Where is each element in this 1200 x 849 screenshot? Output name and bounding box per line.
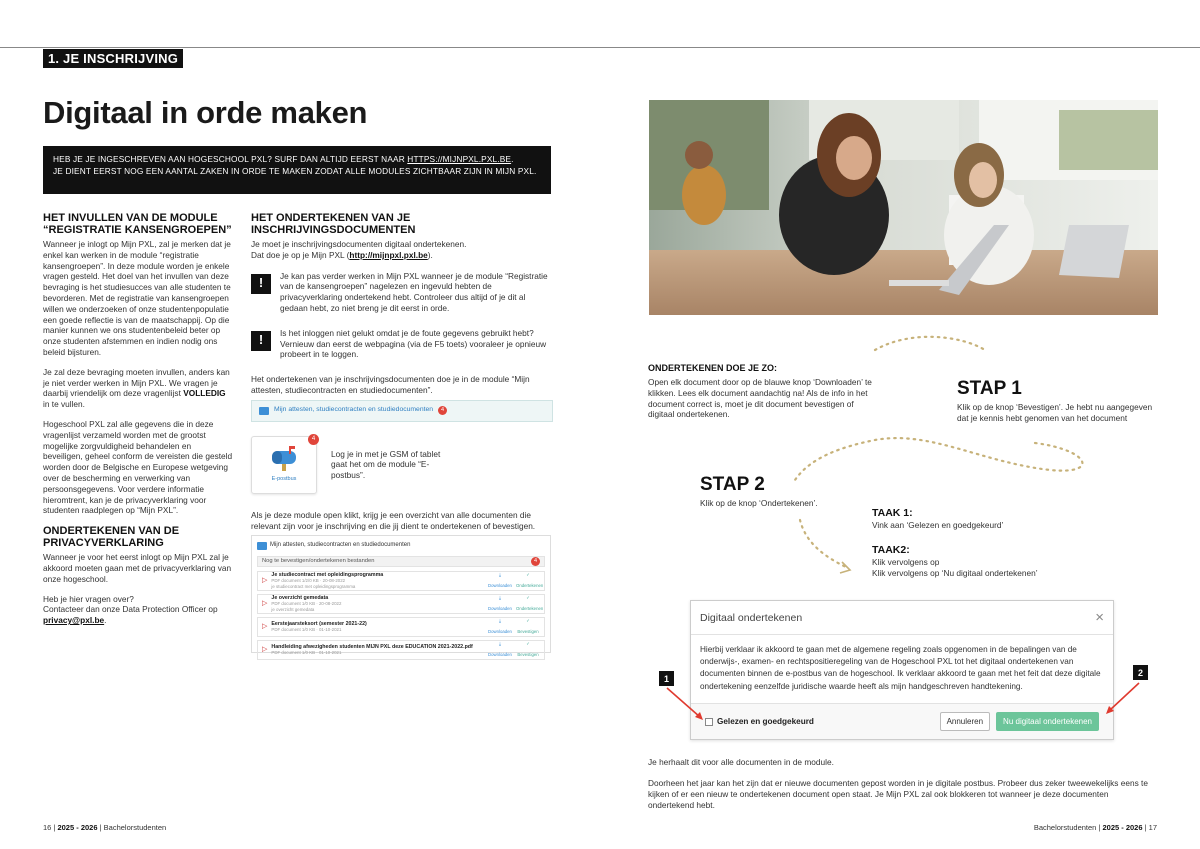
step-1-text: Klik op de knop ‘Bevestigen’. Je hebt nu aangegeven dat je kennis hebt genomen van het document <box>957 402 1153 423</box>
paragraph: Je zal deze bevraging moeten invullen, anders kan je niet verder werken in Mijn PXL. We vragen je daarbij vriendelijk om deze vragenlijst VOLLEDIG in te vullen. <box>43 366 230 410</box>
dialog-buttons <box>940 712 1099 731</box>
task-1 <box>872 508 1072 531</box>
mailbox-icon <box>269 445 299 471</box>
sign-button[interactable]: ✓ Ondertekenen <box>516 595 544 612</box>
step-2 <box>700 475 880 509</box>
epostbus-tile[interactable] <box>251 436 317 494</box>
read-approved-checkbox[interactable] <box>705 717 814 726</box>
sign-dialog <box>690 600 1114 740</box>
exclamation-icon: ! <box>251 274 271 294</box>
instructions <box>648 362 876 420</box>
dialog-title: Digitaal ondertekenen <box>700 611 803 624</box>
intro-text: HEB JE JE INGESCHREVEN AAN HOGESCHOOL PXL? SURF DAN ALTIJD EERST NAAR <box>53 154 408 164</box>
marker-2: 2 <box>1133 665 1148 680</box>
note-text: Is het inloggen niet gelukt omdat je de foute gegevens gebruikt hebt? Vernieuw dan eerst de webpagina (via de F5 toets) vooraleer je opnieuw probeert in te loggen. <box>280 327 547 360</box>
close-icon[interactable]: × <box>1095 609 1104 626</box>
task-1-text: Vink aan ‘Gelezen en goedgekeurd’ <box>872 519 1004 530</box>
pdf-icon: ▷ <box>262 645 268 653</box>
instructions-text: Open elk document door op de blauwe knop ‘Downloaden’ te klikken. Lees elk document aandachtig na! Als de info in het document correct is, moet je dit document bevestigen of digitaal ondertekenen. <box>648 377 872 420</box>
dialog-body: Hierbij verklaar ik akkoord te gaan met de algemene regeling zoals opgenomen in de bepalingen van de onderwijs-, examen- en rechtspositieregeling van de Hogeschool PXL tot het digitaal ondertekenen van documenten binnen de e-postbus van de hogeschool. Ik verklaar akkoord te gaan met het feit dat deze digitale ondertekening eenzelfde juridische waarde heeft als mijn handgeschreven handtekening. <box>700 645 1101 691</box>
dialog-header <box>691 601 1113 635</box>
pdf-icon: ▷ <box>262 622 268 630</box>
document-row: ▷ Eerstejaarsteksort (semester 2021-22) PDF document 1/0 KB · 01-10-2021 ⤓ Downloaden ✓ Bevestigen <box>257 617 545 637</box>
confirm-button[interactable]: ✓ Bevestigen <box>517 618 539 635</box>
count-badge: 4 <box>308 434 319 445</box>
paragraph: Het ondertekenen van je inschrijvingsdocumenten doe je in de module “Mijn attesten, studiecontracten en studiedocumenten”. <box>251 374 530 395</box>
folder-icon <box>257 542 267 550</box>
privacy-email-link[interactable]: privacy@pxl.be <box>43 615 105 626</box>
step-1 <box>957 379 1157 424</box>
document-list <box>251 535 551 658</box>
count-badge: 4 <box>531 557 540 566</box>
intro-text-end: . <box>511 154 514 164</box>
marker-1: 1 <box>659 671 674 686</box>
footer-left: 16 | 2025 - 2026 | Bachelorstudenten <box>43 823 167 832</box>
note-text: Je kan pas verder werken in Mijn PXL wanneer je de module “Registratie van de kansengroepen” nagelezen en ingevuld hebten de privacyverklaring ondertekend hebt. Controleer dus altijd of je dit al gedaan hebt, zo niet breng je dit eerst in orde. <box>280 270 548 313</box>
photo-illustration <box>649 100 1158 315</box>
paragraph: Wanneer je inlogt op Mijn PXL, zal je merken dat je enkel kan werken in de module “registratie kansengroepen”. In deze module worden je enkele vragen gesteld. Het doel van het invullen van deze bevraging is het studiesucces van alle studenten te bevorderen. Met de registratie van kansengroepen willen we onderzoeken of onze studentenpopulatie een goede reflectie is van de maatschappij. Op die manier kunnen we ons studentenbeleid beter op onze studenten afstemmen en indien nodig ons beleid bijsturen. <box>43 239 231 357</box>
count-badge: 4 <box>438 406 447 415</box>
epost-text: Log je in met je GSM of tablet gaat het om de module “E-postbus”. <box>331 448 441 481</box>
module-label: Mijn attesten, studiecontracten en studiedocumenten <box>274 406 434 414</box>
heading-ondertekenen: HET ONDERTEKENEN VAN JE INSCHRIJVINGSDOCUMENTEN <box>251 212 416 236</box>
sign-button[interactable]: ✓ Ondertekenen <box>516 572 544 589</box>
step-2-title: STAP 2 <box>700 474 765 495</box>
epostbus-label: E-postbus <box>271 475 297 482</box>
middle-column <box>251 212 553 658</box>
download-button[interactable]: ⤓ Downloaden <box>488 595 512 612</box>
confirm-button[interactable]: ✓ Bevestigen <box>517 641 539 658</box>
final-text: Doorheen het jaar kan het zijn dat er nieuwe documenten gepost worden in je digitale postbus. Probeer dus zeker tweewekelijks eens te kijken of er een nieuw te ondertekenen document open staat. Je Mijn PXL zal ook blokkeren tot wanneer je deze documenten ondertekend hebt. <box>648 778 1148 810</box>
step-2-text: Klik op de knop ‘Ondertekenen’. <box>700 498 818 508</box>
section-tag: 1. JE INSCHRIJVING <box>43 49 183 68</box>
page-title: Digitaal in orde maken <box>43 95 368 130</box>
exclamation-icon: ! <box>251 331 271 351</box>
task-2 <box>872 545 1072 578</box>
download-button[interactable]: ⤓ Downloaden <box>488 572 512 589</box>
download-button[interactable]: ⤓ Downloaden <box>488 641 512 658</box>
epost-row <box>251 436 553 494</box>
top-rule <box>0 47 1200 48</box>
intro-text-2: JE DIENT EERST NOG EEN AANTAL ZAKEN IN ORDE TE MAKEN ZODAT ALLE MODULES ZICHTBAAR ZIJN IN MIJN PXL. <box>53 166 537 176</box>
download-button[interactable]: ⤓ Downloaden <box>488 618 512 635</box>
pending-section[interactable]: Nog te bevestigen/ondertekenen bestanden 4 <box>257 556 545 567</box>
dialog-footer <box>691 703 1113 739</box>
task-2-title: TAAK2: <box>872 544 910 556</box>
instructions-heading: ONDERTEKENEN DOE JE ZO: <box>648 363 778 373</box>
paragraph: Als je deze module open klikt, krijg je een overzicht van alle documenten die relevant zijn voor je inschrijving en die jij dient te ondertekenen of bevestigen. <box>251 509 536 531</box>
task-2-text: Klik vervolgens op Klik vervolgens op ‘Nu digitaal ondertekenen’ <box>872 556 1038 578</box>
pdf-icon: ▷ <box>262 599 268 607</box>
checkbox-box[interactable] <box>705 718 713 726</box>
paragraph: Je moet je inschrijvingsdocumenten digitaal ondertekenen. Dat doe je op je Mijn PXL (http://mijnpxl.pxl.be). <box>251 239 467 260</box>
module-link[interactable] <box>251 400 553 422</box>
mijnpxl-link[interactable]: HTTPS://MIJNPXL.PXL.BE <box>407 154 512 164</box>
note-warning <box>251 328 553 360</box>
mijnpxl-link-2[interactable]: http://mijnpxl.pxl.be <box>349 249 428 260</box>
heading-privacy: ONDERTEKENEN VAN DE PRIVACYVERKLARING <box>43 525 180 550</box>
document-list-header: Mijn attesten, studiecontracten en studiedocumenten <box>257 540 545 551</box>
checkbox-label: Gelezen en goedgekeurd <box>717 717 814 726</box>
cancel-button[interactable]: Annuleren <box>940 712 990 731</box>
paragraph: Heb je hier vragen over? Contacteer dan onze Data Protection Officer op privacy@pxl.be. <box>43 593 218 626</box>
left-column <box>43 212 233 635</box>
intro-banner <box>43 146 551 194</box>
folder-icon <box>259 407 269 415</box>
footer-right: Bachelorstudenten | 2025 - 2026 | 17 <box>1033 823 1157 832</box>
repeat-text: Je herhaalt dit voor alle documenten in de module. <box>648 757 834 767</box>
document-row: ▷ Je studiecontract met opleidingsprogramma PDF document 1/2/0 KB · 20-08-2022 je studiecontract met opleidingsprogramma ⤓ Downloaden ✓ Ondertekenen <box>257 571 545 591</box>
sign-now-button[interactable]: Nu digitaal ondertekenen <box>996 712 1099 731</box>
task-1-title: TAAK 1: <box>872 507 913 519</box>
document-row: ▷ Je overzicht gemedata PDF document 1/0 KB · 20-08-2022 je overzicht gemedata ⤓ Downloaden ✓ Ondertekenen <box>257 594 545 614</box>
step-1-title: STAP 1 <box>957 378 1022 399</box>
document-row: ▷ Handleiding afwezigheden studenten MIJN PXL deze EDUCATION 2021-2022.pdf PDF document 1/0 KB · 01-10-2021 ⤓ Downloaden ✓ Bevestigen <box>257 640 545 660</box>
paragraph: Hogeschool PXL zal alle gegevens die in deze vragenlijst verzameld worden met de grootst mogelijke zorgvuldigheid behandelen en beveiligen, geheel conform de vereisten die gesteld worden door de Belgische en Europese wetgeving over de bescherming en verwerking van persoonsgegevens. Voor verdere informatie hieromtrent, kan je de privacyverklaring voor studenten raadplegen op “Mijn PXL”. <box>43 418 233 516</box>
pdf-icon: ▷ <box>262 576 268 584</box>
note-warning <box>251 271 553 314</box>
paragraph: Wanneer je voor het eerst inlogt op Mijn PXL zal je akkoord moeten gaan met de privacyverklaring van onze hogeschool. <box>43 552 232 584</box>
heading-registratie: HET INVULLEN VAN DE MODULE “REGISTRATIE KANSENGROEPEN” <box>43 212 232 236</box>
students-photo <box>649 100 1158 315</box>
